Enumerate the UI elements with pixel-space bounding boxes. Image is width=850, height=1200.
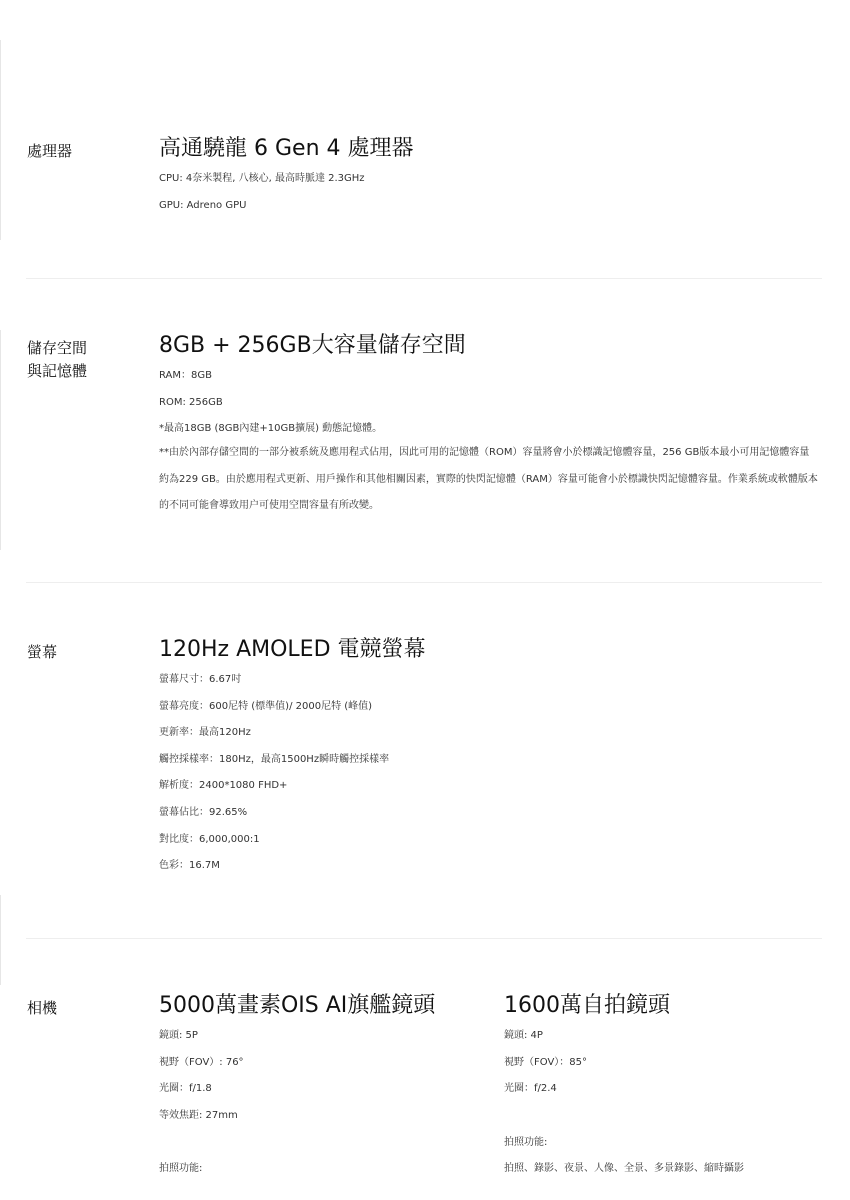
section-divider [26, 278, 822, 279]
page-edge [0, 895, 1, 985]
spec-line: 對比度：6,000,000:1 [159, 833, 260, 845]
section-divider [26, 938, 822, 939]
storage-heading: 8GB + 256GB大容量儲存空間 [159, 333, 466, 358]
camera-label: 相機 [27, 999, 58, 1017]
front-camera-heading: 1600萬自拍鏡頭 [504, 993, 670, 1018]
display-heading: 120Hz AMOLED 電競螢幕 [159, 637, 426, 662]
features-title: 拍照功能: [504, 1136, 548, 1148]
spec-line: 鏡頭: 4P [504, 1030, 543, 1041]
spec-line: 視野（FOV）: 76° [159, 1056, 244, 1068]
storage-footnote: **由於內部存儲空間的一部分被系統及應用程式佔用，因此可用的記憶體（ROM）容量將會小於標識記憶體容量，256 GB版本最小可用記憶體容量約為229 GB。由於應用程式更新、用戶操作和其他相關因素，實際的快閃記憶體（RAM）容量可能會小於標識快閃記憶體容量。作業系統或軟體版本的不同可能會導致用户可使用空間容量有所改變。 [159, 447, 818, 512]
spec-line: 色彩：16.7M [159, 860, 220, 872]
spec-line: ROM: 256GB [159, 396, 223, 408]
spec-line: 視野（FOV）：85° [504, 1056, 588, 1068]
section-divider [26, 582, 822, 583]
spacer [159, 1135, 479, 1162]
spec-line: RAM：8GB [159, 370, 212, 381]
spec-line: 觸控採樣率：180Hz，最高1500Hz瞬時觸控採樣率 [159, 753, 390, 765]
spec-line: 光圈：f/1.8 [159, 1083, 212, 1095]
spec-line: 鏡頭: 5P [159, 1030, 198, 1041]
features-list: 拍照、錄影、夜景、人像、全景、多景錄影、縮時攝影 [504, 1163, 744, 1175]
storage-specs [159, 369, 819, 520]
page-edge [0, 40, 1, 240]
rear-camera-specs [159, 1029, 479, 1189]
spec-line: 光圈：f/2.4 [504, 1083, 557, 1095]
features-title: 拍照功能: [159, 1163, 203, 1175]
processor-specs [159, 172, 819, 225]
display-specs [159, 673, 819, 886]
spec-line: GPU: Adreno GPU [159, 199, 247, 211]
spacer [504, 1109, 824, 1136]
spec-line: 螢幕尺寸：6.67吋 [159, 674, 242, 685]
processor-heading: 高通驍龍 6 Gen 4 處理器 [159, 136, 414, 161]
spec-line: *最高18GB (8GB內建+10GB擴展) 動態記憶體。 [159, 423, 383, 435]
processor-label: 處理器 [27, 142, 73, 160]
spec-line: 等效焦距: 27mm [159, 1109, 238, 1121]
spec-line: 更新率：最高120Hz [159, 727, 251, 739]
spec-line: 螢幕佔比：92.65% [159, 806, 248, 818]
front-camera-specs [504, 1029, 824, 1189]
spec-line: CPU: 4奈米製程, 八核心, 最高時脈達 2.3GHz [159, 173, 365, 184]
page-edge [0, 330, 1, 550]
storage-label [27, 337, 87, 383]
storage-label-line: 與記憶體 [27, 362, 88, 380]
display-label: 螢幕 [27, 643, 58, 661]
rear-camera-heading: 5000萬畫素OIS AI旗艦鏡頭 [159, 993, 436, 1018]
spec-line: 解析度：2400*1080 FHD+ [159, 780, 288, 792]
storage-label-line: 儲存空間 [27, 339, 88, 357]
spec-line: 螢幕亮度：600尼特 (標準值)/ 2000尼特 (峰值) [159, 700, 373, 712]
